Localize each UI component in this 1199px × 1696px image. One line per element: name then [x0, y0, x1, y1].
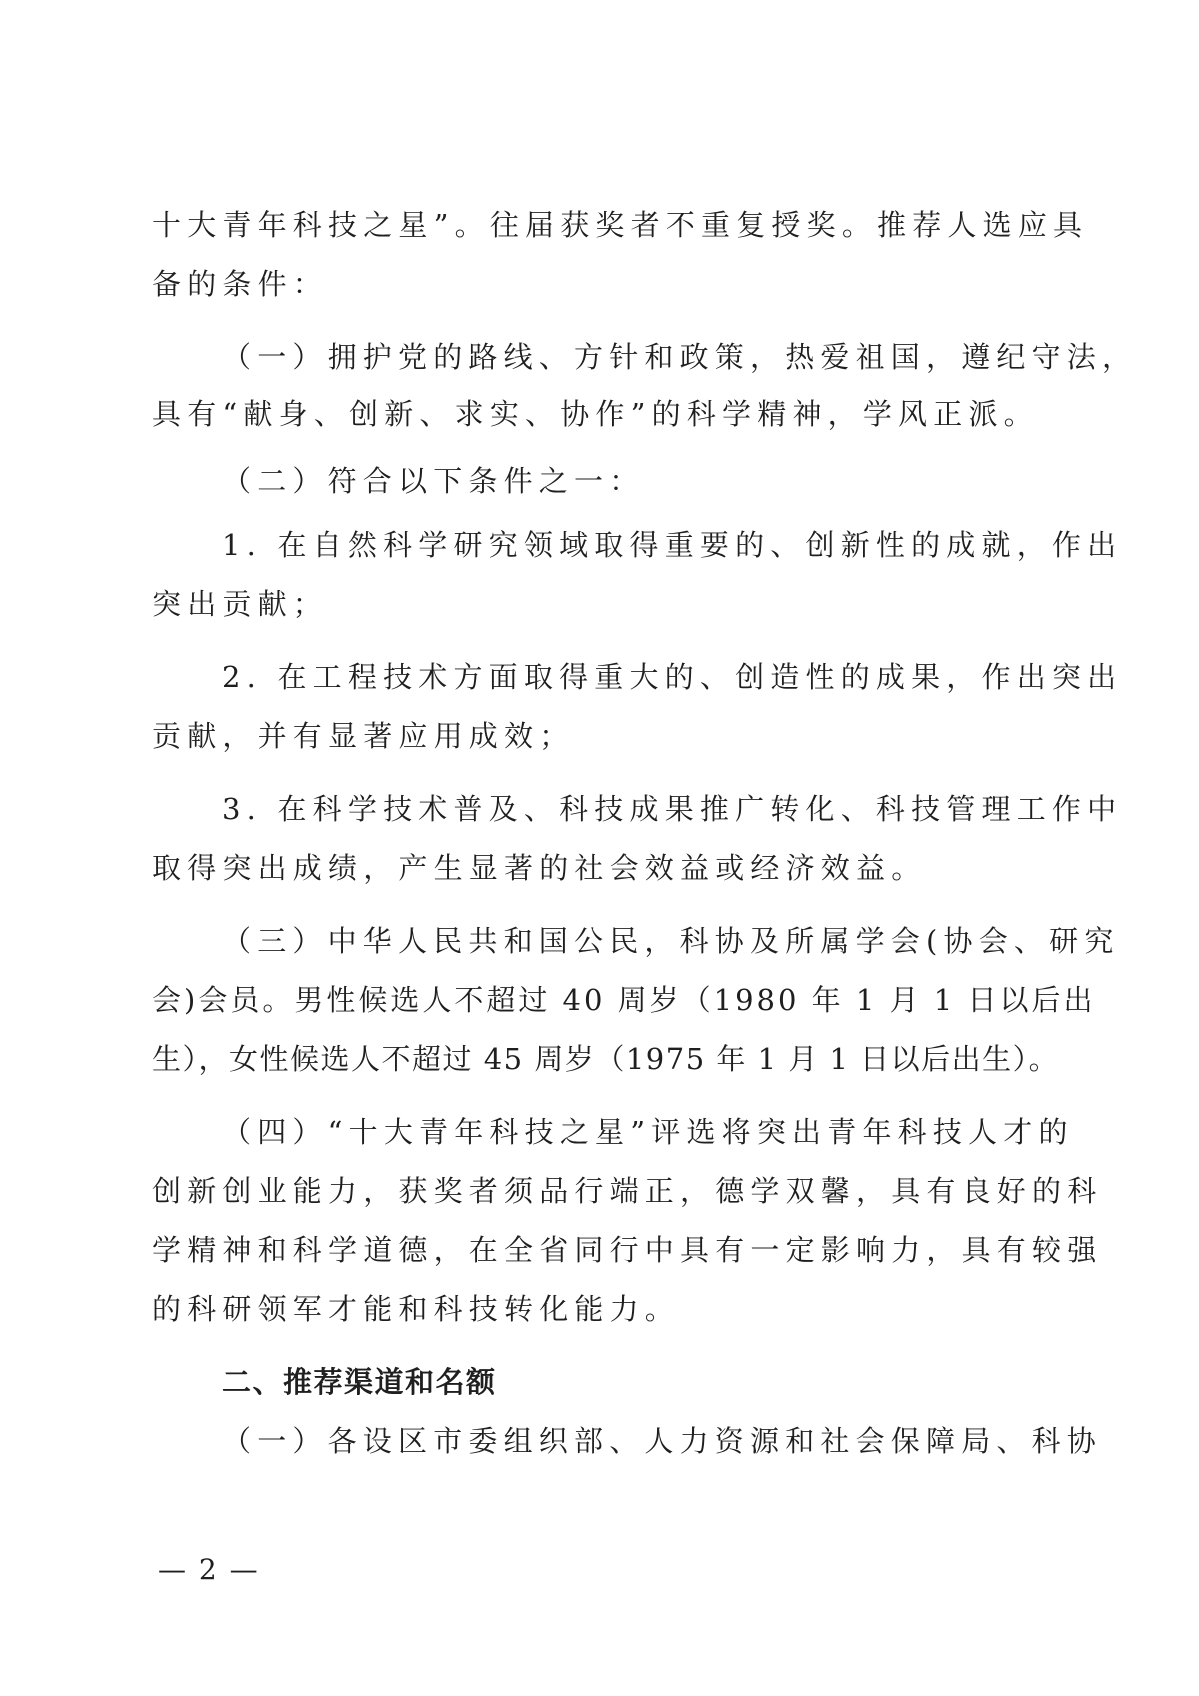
body-line: 的科研领军才能和科技转化能力。	[152, 1292, 681, 1326]
body-line: 学精神和科学道德，在全省同行中具有一定影响力，具有较强	[152, 1233, 1103, 1267]
clause-3-line: （三）中华人民共和国公民，科协及所属学会(协会、研究	[222, 924, 1120, 958]
body-line: 创新创业能力，获奖者须品行端正，德学双馨，具有良好的科	[152, 1174, 1103, 1208]
body-line: 具有“献身、创新、求实、协作”的科学精神，学风正派。	[152, 397, 1039, 431]
item-3-line: 3. 在科学技术普及、科技成果推广转化、科技管理工作中	[222, 792, 1123, 826]
section-heading: 二、推荐渠道和名额	[222, 1365, 497, 1399]
body-line: 贡献，并有显著应用成效；	[152, 719, 575, 753]
clause-1-line: （一）拥护党的路线、方针和政策，热爱祖国，遵纪守法，	[222, 340, 1138, 374]
clause-1-line: （一）各设区市委组织部、人力资源和社会保障局、科协	[222, 1424, 1103, 1458]
clause-4-line: （四）“十大青年科技之星”评选将突出青年科技人才的	[222, 1115, 1074, 1149]
body-line: 取得突出成绩，产生显著的社会效益或经济效益。	[152, 851, 927, 885]
body-line: 十大青年科技之星”。往届获奖者不重复授奖。推荐人选应具	[152, 208, 1089, 242]
page-number: — 2 —	[158, 1553, 260, 1586]
body-line: 备的条件：	[152, 267, 329, 301]
body-line: 会)会员。男性候选人不超过 40 周岁（1980 年 1 月 1 日以后出	[152, 983, 1096, 1017]
body-line: 突出贡献；	[152, 587, 329, 621]
item-1-line: 1. 在自然科学研究领域取得重要的、创新性的成就，作出	[222, 528, 1123, 562]
body-line: 生），女性候选人不超过 45 周岁（1975 年 1 月 1 日以后出生）。	[152, 1042, 1060, 1076]
item-2-line: 2. 在工程技术方面取得重大的、创造性的成果，作出突出	[222, 660, 1123, 694]
clause-2-line: （二）符合以下条件之一：	[222, 464, 645, 498]
